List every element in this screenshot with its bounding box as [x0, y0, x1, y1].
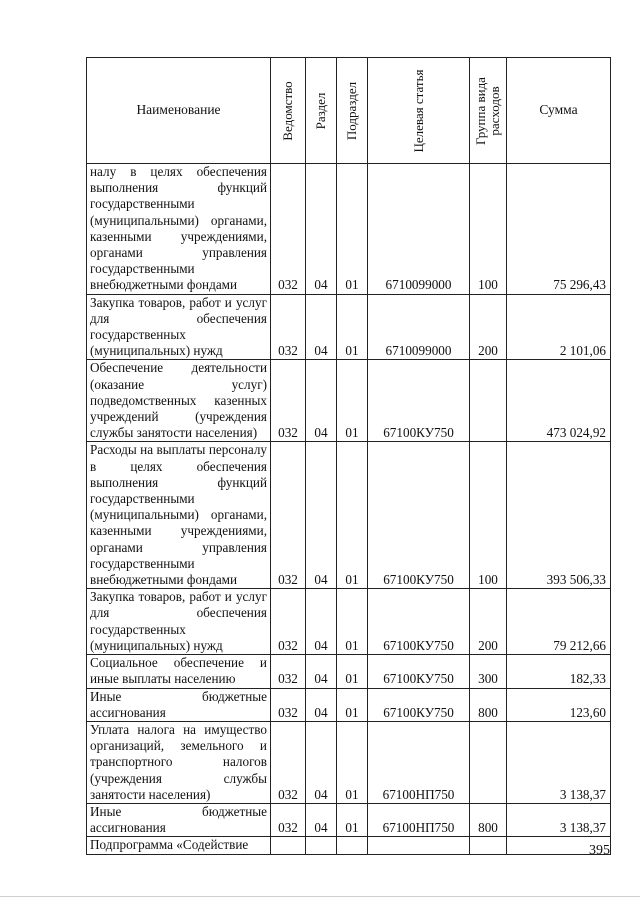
header-expense-group-label: Группа вида расходов	[473, 76, 502, 145]
row-expense-group: 300	[470, 655, 507, 688]
row-subsection: 01	[337, 442, 368, 589]
row-subsection: 01	[337, 164, 368, 295]
row-department: 032	[271, 442, 306, 589]
row-name: налу в целях обеспечения выполнения функций государственными (муниципальными) органами, казенными учреждениями, органами управления государственными внебюджетными фондами	[87, 164, 271, 295]
row-department: 032	[271, 721, 306, 803]
row-target-article	[368, 837, 470, 854]
row-subsection: 01	[337, 721, 368, 803]
row-target-article: 67100НП750	[368, 721, 470, 803]
row-section: 04	[306, 688, 337, 721]
row-subsection: 01	[337, 589, 368, 655]
header-section-label: Раздел	[313, 92, 328, 129]
table-row	[87, 589, 611, 655]
table-row	[87, 164, 611, 295]
header-section	[306, 58, 337, 164]
row-sum: 3 138,37	[507, 803, 611, 836]
row-subsection: 01	[337, 655, 368, 688]
row-sum: 79 212,66	[507, 589, 611, 655]
row-department: 032	[271, 803, 306, 836]
row-subsection: 01	[337, 294, 368, 360]
row-expense-group: 800	[470, 803, 507, 836]
header-department	[271, 58, 306, 164]
row-department: 032	[271, 294, 306, 360]
row-target-article: 67100КУ750	[368, 655, 470, 688]
row-subsection	[337, 837, 368, 854]
table-row	[87, 803, 611, 836]
row-section: 04	[306, 655, 337, 688]
row-target-article: 67100КУ750	[368, 688, 470, 721]
row-expense-group	[470, 721, 507, 803]
row-department	[271, 837, 306, 854]
table-row	[87, 655, 611, 688]
row-sum: 75 296,43	[507, 164, 611, 295]
row-section: 04	[306, 721, 337, 803]
row-department: 032	[271, 164, 306, 295]
row-section: 04	[306, 164, 337, 295]
table-row	[87, 837, 611, 854]
row-subsection: 01	[337, 360, 368, 442]
row-sum: 393 506,33	[507, 442, 611, 589]
row-target-article: 67100КУ750	[368, 360, 470, 442]
table-row	[87, 721, 611, 803]
row-expense-group: 200	[470, 294, 507, 360]
table-row	[87, 360, 611, 442]
row-sum: 2 101,06	[507, 294, 611, 360]
row-department: 032	[271, 360, 306, 442]
row-name: Закупка товаров, работ и услуг для обеспечения государственных (муниципальных) нужд	[87, 294, 271, 360]
row-subsection: 01	[337, 688, 368, 721]
row-target-article: 67100КУ750	[368, 442, 470, 589]
row-sum: 123,60	[507, 688, 611, 721]
header-sum: Сумма	[507, 58, 611, 164]
row-target-article: 67100КУ750	[368, 589, 470, 655]
table-header-row	[87, 58, 611, 164]
row-expense-group	[470, 360, 507, 442]
header-department-label: Ведомство	[280, 80, 295, 141]
header-expense-group	[470, 58, 507, 164]
row-section: 04	[306, 294, 337, 360]
row-name: Расходы на выплаты персоналу в целях обеспечения выполнения функций государственными (муниципальными) органами, казенными учреждениями, органами управления государственными внебюджетными фондами	[87, 442, 271, 589]
row-name: Закупка товаров, работ и услуг для обеспечения государственных (муниципальных) нужд	[87, 589, 271, 655]
row-department: 032	[271, 655, 306, 688]
row-name: Иные бюджетные ассигнования	[87, 803, 271, 836]
row-name: Социальное обеспечение и иные выплаты населению	[87, 655, 271, 688]
row-target-article: 67100НП750	[368, 803, 470, 836]
row-department: 032	[271, 688, 306, 721]
table-row	[87, 688, 611, 721]
row-target-article: 6710099000	[368, 164, 470, 295]
bottom-divider	[0, 896, 640, 897]
header-name: Наименование	[87, 58, 271, 164]
row-name: Подпрограмма «Содействие	[87, 837, 271, 854]
row-section: 04	[306, 803, 337, 836]
row-section: 04	[306, 442, 337, 589]
row-expense-group: 100	[470, 164, 507, 295]
row-section: 04	[306, 589, 337, 655]
row-expense-group	[470, 837, 507, 854]
budget-table	[86, 57, 611, 855]
row-expense-group: 800	[470, 688, 507, 721]
row-sum: 473 024,92	[507, 360, 611, 442]
row-expense-group: 200	[470, 589, 507, 655]
row-section	[306, 837, 337, 854]
page-number: 395	[589, 843, 610, 858]
row-expense-group: 100	[470, 442, 507, 589]
header-target-article-label: Целевая статья	[410, 68, 426, 153]
row-sum: 3 138,37	[507, 721, 611, 803]
row-sum: 182,33	[507, 655, 611, 688]
row-section: 04	[306, 360, 337, 442]
header-subsection-label: Подраздел	[344, 81, 359, 140]
row-name: Иные бюджетные ассигнования	[87, 688, 271, 721]
table-row	[87, 294, 611, 360]
row-name: Уплата налога на имущество организаций, земельного и транспортного налогов (учреждения службы занятости населения)	[87, 721, 271, 803]
row-name: Обеспечение деятельности (оказание услуг) подведомственных казенных учреждений (учреждения службы занятости населения)	[87, 360, 271, 442]
row-department: 032	[271, 589, 306, 655]
header-subsection	[337, 58, 368, 164]
row-target-article: 6710099000	[368, 294, 470, 360]
header-target-article	[368, 58, 470, 164]
table-row	[87, 442, 611, 589]
row-subsection: 01	[337, 803, 368, 836]
